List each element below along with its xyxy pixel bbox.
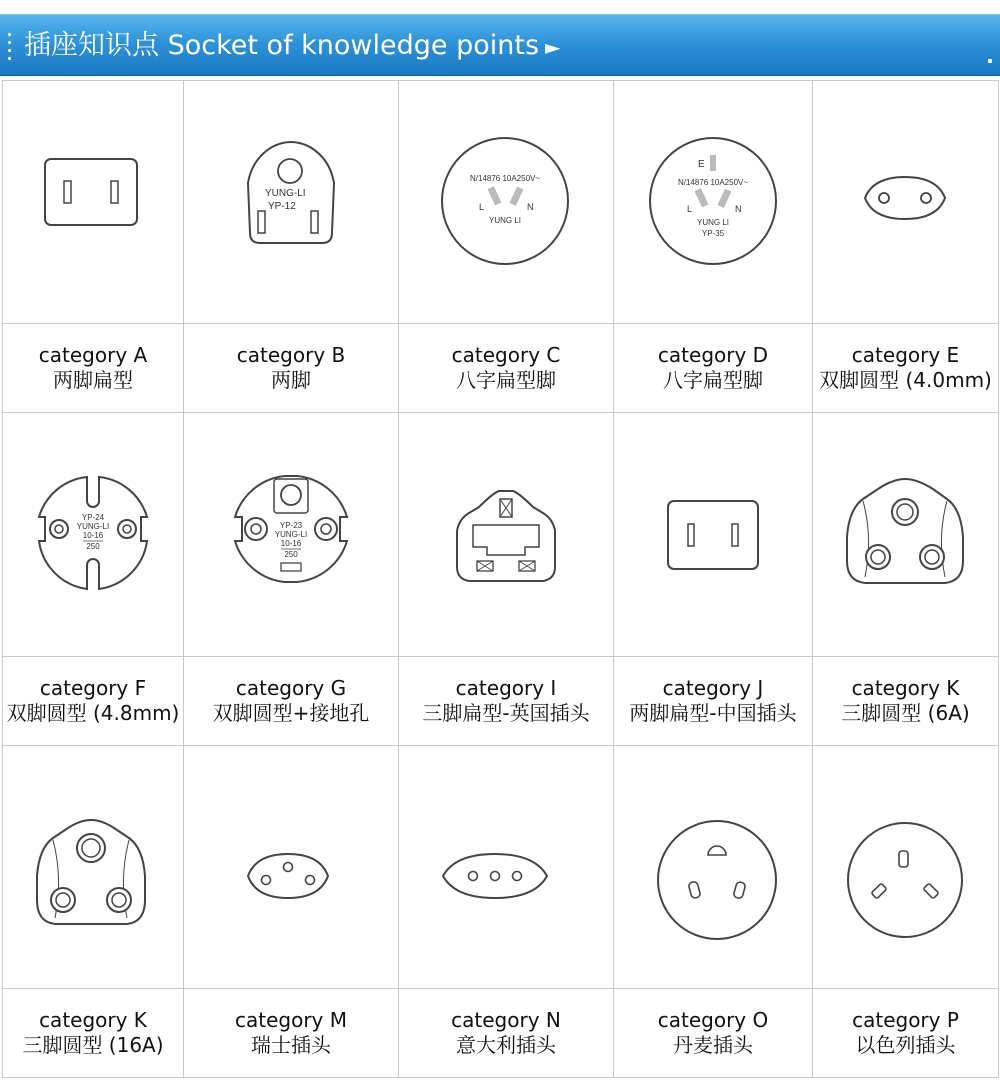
label-category-k-6a — [813, 656, 999, 745]
label-row-2 — [3, 656, 999, 745]
label-en: category M — [234, 1007, 347, 1032]
label-zh: 三脚圆型 (6A) — [841, 700, 970, 725]
cell-category-g-image — [184, 413, 399, 656]
label-zh: 丹麦插头 — [673, 1032, 753, 1057]
plug-g-brand-text: YUNG-LI — [274, 530, 308, 540]
label-zh: 三脚圆型 (16A) — [22, 1032, 164, 1057]
label-category-o — [614, 988, 813, 1077]
label-category-n — [399, 988, 614, 1077]
plug-d-e-text: E — [698, 159, 705, 171]
label-zh: 两脚 — [271, 368, 311, 393]
label-row-3 — [3, 988, 999, 1077]
cell-category-b-image — [184, 81, 399, 324]
label-en: category C — [451, 343, 561, 368]
cell-category-p-image — [813, 745, 999, 988]
label-en: category K — [851, 675, 960, 700]
label-zh: 双脚圆型+接地孔 — [212, 700, 370, 725]
cell-category-e-image — [813, 81, 999, 324]
plug-e-two-round-pin-icon — [813, 85, 998, 315]
cell-category-i-image — [399, 413, 614, 656]
label-en: category E — [851, 343, 960, 368]
label-en: category I — [455, 675, 557, 700]
label-category-c — [399, 324, 614, 413]
label-zh: 两脚扁型 — [53, 368, 133, 393]
plug-f-volts-text: 250 — [86, 542, 100, 552]
cell-category-n-image — [399, 745, 614, 988]
arrow-right-icon: ► — [545, 35, 561, 59]
plug-n-italy-icon — [399, 750, 613, 980]
socket-table — [2, 80, 999, 1078]
label-row-1 — [3, 324, 999, 413]
image-row-3 — [3, 745, 999, 988]
plug-d-brand-text: YUNG LI — [696, 218, 730, 228]
cell-category-j-image — [614, 413, 813, 656]
plug-c-l-text: L — [479, 202, 485, 213]
plug-a-two-flat-pin-icon — [3, 85, 183, 315]
plug-o-denmark-icon — [614, 750, 812, 980]
plug-g-volts-text: 250 — [284, 550, 298, 560]
label-zh: 双脚圆型 (4.0mm) — [819, 368, 992, 393]
label-zh: 八字扁型脚 — [663, 368, 763, 393]
label-en: category N — [451, 1007, 561, 1032]
title-zh: 插座知识点 — [24, 30, 159, 61]
label-zh: 意大利插头 — [456, 1032, 556, 1057]
plug-f-model-text: YP-24 — [81, 513, 105, 523]
label-category-j — [614, 656, 813, 745]
plug-k-16a-three-round-pin-icon — [3, 750, 183, 980]
plug-c-n-text: N — [527, 202, 534, 213]
label-en: category P — [852, 1007, 959, 1032]
label-en: category B — [236, 343, 346, 368]
plug-f-amps-text: 10-16 — [82, 531, 104, 541]
plug-g-amps-text: 10-16 — [280, 539, 302, 549]
label-zh: 瑞士插头 — [251, 1032, 331, 1057]
header-banner — [0, 14, 1000, 76]
label-category-i — [399, 656, 614, 745]
plug-p-israel-icon — [813, 750, 998, 980]
label-category-p — [813, 988, 999, 1077]
label-category-g — [184, 656, 399, 745]
label-zh: 双脚圆型 (4.8mm) — [6, 700, 180, 725]
cell-category-k-16a-image — [3, 745, 184, 988]
cell-category-m-image — [184, 745, 399, 988]
plug-f-brand-text: YUNG-LI — [76, 522, 110, 532]
label-category-m — [184, 988, 399, 1077]
plug-j-china-two-flat-pin-icon — [614, 417, 812, 647]
label-zh: 八字扁型脚 — [456, 368, 556, 393]
plug-c-spec-text: N/14876 10A250V~ — [469, 174, 541, 184]
label-en: category A — [38, 343, 148, 368]
cell-category-a-image — [3, 81, 184, 324]
label-category-k-16a — [3, 988, 184, 1077]
cell-category-k-6a-image — [813, 413, 999, 656]
label-category-d — [614, 324, 813, 413]
label-en: category F — [39, 675, 147, 700]
plug-g-round-pin-earth-icon — [184, 417, 398, 647]
plug-d-spec-text: N/14876 10A250V~ — [677, 178, 749, 188]
plug-b-two-pin-icon — [184, 85, 398, 315]
label-en: category K — [39, 1007, 147, 1032]
plug-d-n-text: N — [735, 204, 742, 215]
label-category-f — [3, 656, 184, 745]
cell-category-c-image — [399, 81, 614, 324]
plug-c-angled-flat-pin-icon — [399, 85, 613, 315]
label-en: category J — [662, 675, 764, 700]
plug-d-model-text: YP-35 — [701, 229, 725, 239]
plug-b-model-text: YP-12 — [268, 201, 296, 213]
label-zh: 以色列插头 — [855, 1032, 956, 1057]
label-zh: 两脚扁型-中国插头 — [629, 700, 797, 725]
label-en: category O — [657, 1007, 769, 1032]
plug-m-swiss-icon — [184, 750, 398, 980]
page-title — [24, 29, 560, 64]
label-zh: 三脚扁型-英国插头 — [422, 700, 590, 725]
plug-g-model-text: YP-23 — [279, 521, 303, 531]
label-category-e — [813, 324, 999, 413]
title-en: Socket of knowledge points — [167, 30, 540, 61]
label-category-b — [184, 324, 399, 413]
banner-dots-icon — [8, 33, 11, 63]
plug-k-6a-three-round-pin-icon — [813, 417, 998, 647]
plug-d-l-text: L — [687, 204, 693, 215]
label-en: category G — [235, 675, 347, 700]
label-en: category D — [657, 343, 769, 368]
banner-corner-dot-icon — [988, 59, 992, 63]
plug-f-round-pin-4-8mm-icon — [3, 417, 183, 647]
label-category-a — [3, 324, 184, 413]
plug-i-uk-three-flat-pin-icon — [399, 417, 613, 647]
image-row-1 — [3, 81, 999, 324]
plug-b-brand-text: YUNG-LI — [265, 188, 306, 200]
cell-category-o-image — [614, 745, 813, 988]
image-row-2 — [3, 413, 999, 656]
plug-c-brand-text: YUNG LI — [488, 216, 522, 226]
plug-d-angled-flat-pin-earth-icon — [614, 85, 812, 315]
cell-category-d-image — [614, 81, 813, 324]
cell-category-f-image — [3, 413, 184, 656]
